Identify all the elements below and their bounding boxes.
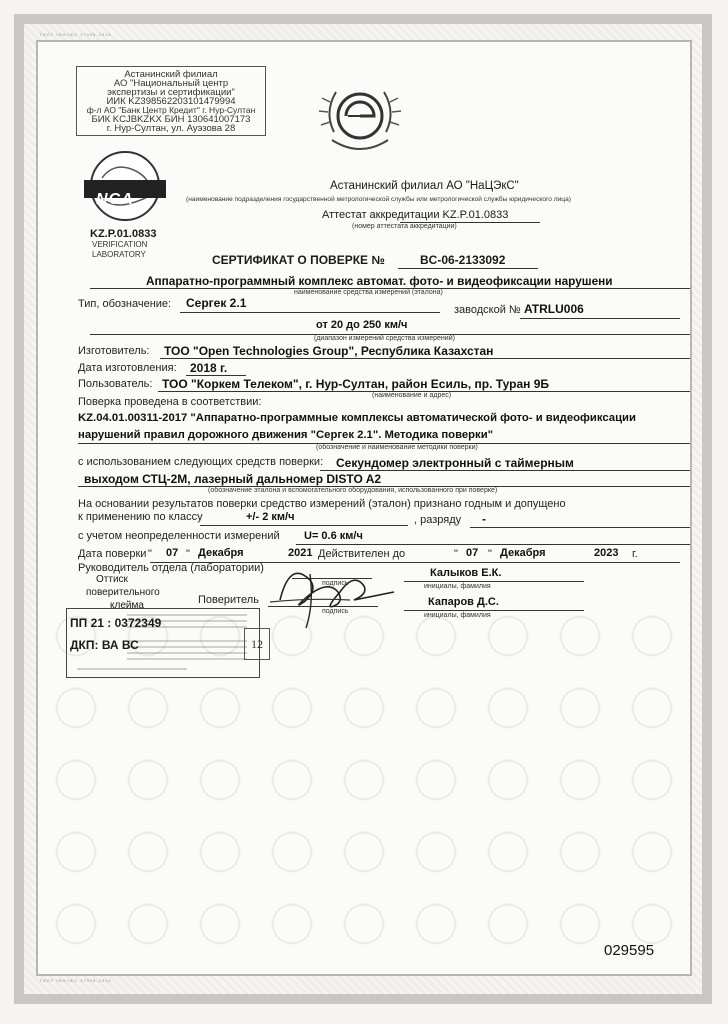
verifier-name: Капаров Д.С. [428,596,499,608]
tools-label: с использованием следующих средств поверки: [78,456,324,468]
type-label: Тип, обозначение: [78,298,172,310]
type-value: Сергек 2.1 [186,296,247,310]
result-line-1: На основании результатов поверки средство измерений (эталон) признано годным и допущено [78,498,566,510]
stamp-number: 12 [244,628,270,660]
stamp-label-3: клейма [110,600,144,611]
result-line-2: к применению по классу [78,511,203,523]
method-line-2: нарушений правил дорожного движения "Сергек 2.1". Методика поверки" [78,429,494,441]
date-made-label: Дата изготовления: [78,362,177,374]
quote-mark: " [148,548,152,560]
manufacturer-underline [160,358,690,359]
emblem-icon [312,72,408,164]
manufacturer-label: Изготовитель: [78,345,150,357]
verifier-sign-caption: подпись [322,608,349,615]
tools-caption: (обозначение эталона и вспомогательного оборудования, использованного при поверке) [208,487,498,494]
date-label: Дата поверки [78,548,147,560]
serial-label: заводской № [454,304,521,316]
frame-band-top: ГОСТ ISO/IEC 17025-2019 [40,32,112,37]
tools-line-1: Секундомер электронный с таймерным [336,456,574,470]
verifier-name-underline [404,610,584,611]
stamp-code-2: ДКП: ВА ВС [70,638,139,652]
grade-underline [470,527,690,528]
date-made-value: 2018 г. [190,361,228,375]
quote-mark: " [186,548,190,560]
grade-label: , разряду [414,514,462,526]
uncertainty-label: с учетом неопределенности измерений [78,530,280,542]
lab-label-line1: VERIFICATION [92,240,148,249]
method-caption: (обозначение и наименование методики поверки) [316,444,478,451]
head-name-underline [404,581,584,582]
corner-stamp-line: ИИК KZ398562203101479994 [106,96,236,107]
head-sign-caption: подпись [322,580,349,587]
tools-underline-1 [320,470,690,471]
verifier-label: Поверитель [198,594,259,606]
corner-stamp-line: АО "Национальный центр [113,78,229,89]
signature-icon [250,540,410,630]
verification-year: 2021 [288,547,313,559]
instrument-name: Аппаратно-программный комплекс автомат. фото- и видеофиксации нарушени [146,274,613,288]
accreditation-caption: (номер аттестата аккредитации) [352,223,457,230]
lab-accreditation-number: KZ.P.01.0833 [90,228,157,240]
valid-month: Декабря [500,547,546,559]
valid-year: 2023 [594,547,619,559]
verification-day: 07 [166,547,179,559]
type-underline [180,312,440,313]
date-made-underline [186,375,246,376]
user-value: ТОО "Коркем Телеком", г. Нур-Султан, район Есиль, пр. Туран 9Б [162,377,550,391]
certificate-number-underline [398,268,538,269]
method-label: Поверка проведена в соответствии: [78,396,262,408]
range-caption: (диапазон измерений средства измерений) [314,335,455,342]
head-name-caption: инициалы, фамилия [424,583,491,590]
tools-line-2: выходом СТЦ-2М, лазерный дальномер DISTO A2 [84,472,382,486]
method-line-1: KZ.04.01.00311-2017 "Аппаратно-программные комплексы автоматической фото- и видеофиксации [78,412,636,424]
verifier-name-caption: инициалы, фамилия [424,612,491,619]
grade-value: - [482,512,486,526]
certificate-title: СЕРТИФИКАТ О ПОВЕРКЕ № [212,253,385,267]
serial-value: ATRLU006 [524,302,584,316]
instrument-caption: наименование средства измерений (эталона) [294,289,443,296]
valid-until-label: Действителен до [318,548,406,560]
lab-label-line2: LABORATORY [92,250,146,259]
valid-day: 07 [466,547,479,559]
corner-stamp-line: экспертизы и сертификации" [107,87,235,98]
stamp-label-1: Оттиск [96,574,128,585]
frame-band-bottom: ГОСТ ISO/IEC 17025-2019 [40,978,112,983]
user-label: Пользователь: [78,378,153,390]
class-value: +/- 2 км/ч [246,511,295,523]
corner-stamp-line: г. Нур-Султан, ул. Ауэзова 28 [106,123,236,134]
certificate-number: BC-06-2133092 [420,253,506,267]
corner-stamp-line: ф-л АО "Банк Центр Кредит" г. Нур-Султан [86,105,256,115]
class-underline [200,525,408,526]
corner-stamp-line: БИК KCJBKZKX БИН 130641007173 [91,114,251,125]
range-value: от 20 до 250 км/ч [316,319,408,331]
stamp-code-1: ПП 21 : 0372349 [70,616,162,630]
org-caption: (наименование подразделения государственной метрологической службы или метрологической службы юридического лица) [186,196,571,203]
manufacturer-value: ТОО "Open Technologies Group", Республика Казахстан [164,344,494,358]
year-suffix: г. [632,548,638,560]
nca-logo-icon [82,150,168,226]
head-name: Калыков Е.К. [430,567,502,579]
stamp-label-2: поверительного [86,587,160,598]
org-name: Астанинский филиал АО "НаЦЭкС" [330,180,519,192]
serial-underline [520,318,680,319]
quote-mark: " [454,548,458,560]
document-number: 029595 [604,942,655,959]
head-label: Руководитель отдела (лаборатории) [78,562,264,574]
nca-logo-text: NCA [96,191,134,208]
corner-stamp [76,66,266,136]
accreditation-line: Аттестат аккредитации KZ.P.01.0833 [322,209,509,221]
corner-stamp-line: Астанинский филиал [124,69,218,80]
user-caption: (наименование и адрес) [372,392,452,399]
quote-mark: " [488,548,492,560]
verification-month: Декабря [198,547,244,559]
uncertainty-value: U= 0.6 км/ч [304,530,363,542]
